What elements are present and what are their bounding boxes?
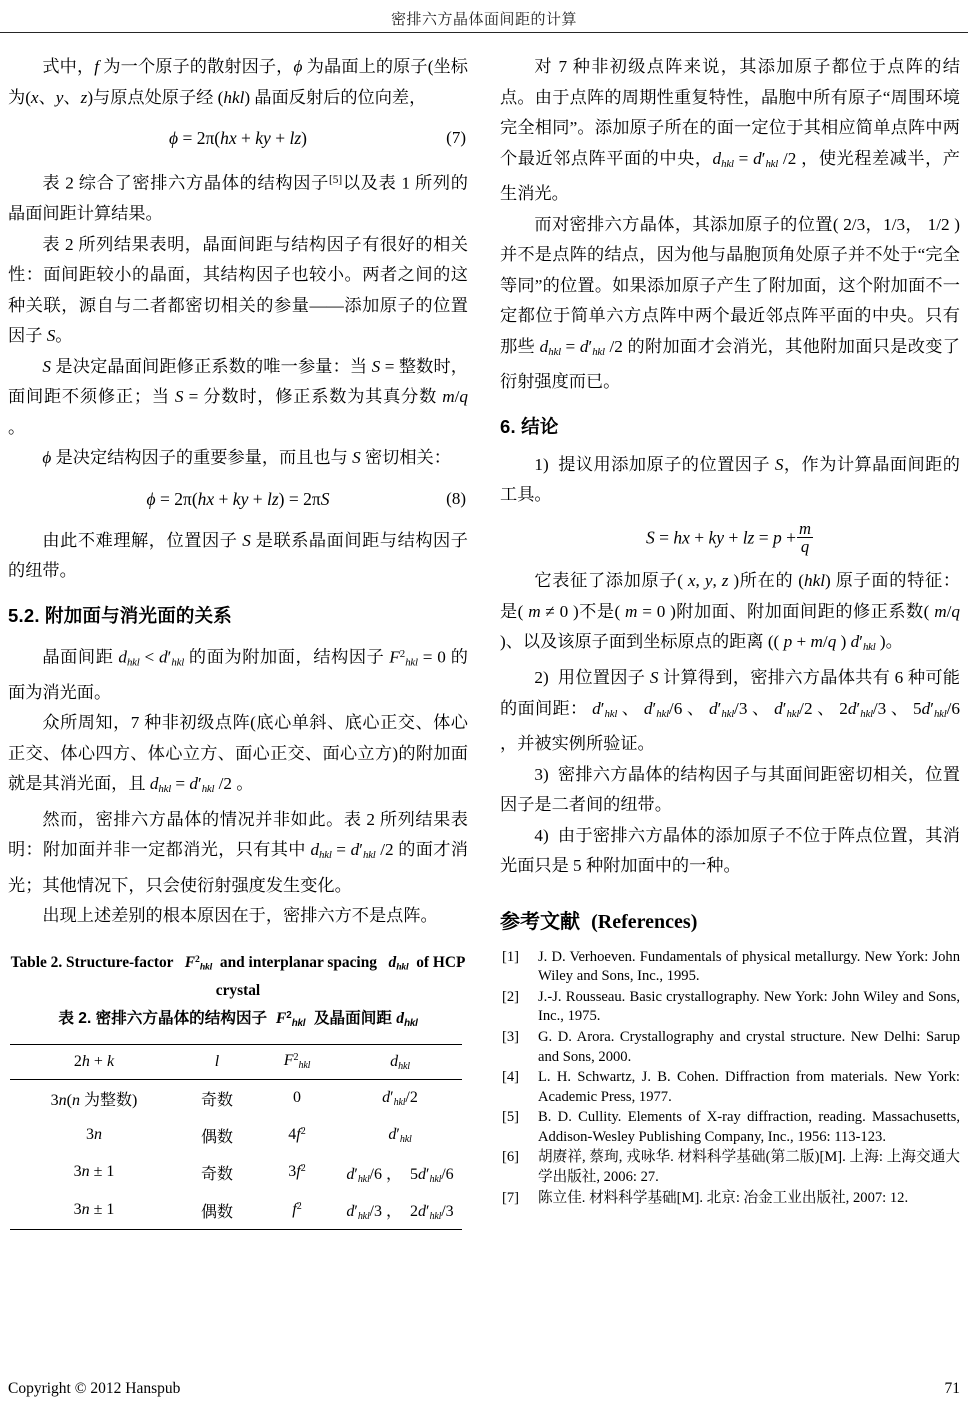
reference-text: 胡赓祥, 蔡珣, 戎咏华. 材料科学基础(第二版)[M]. 上海: 上海交通大学出版社, 2006: 27.: [538, 1149, 960, 1186]
table-row: [10, 1191, 462, 1229]
table-caption-en-mid: and interplanar spacing: [219, 953, 377, 971]
page-number: 71: [944, 1380, 960, 1397]
paragraph-hcp-difference: 然而，密排六方晶体的情况并非如此。表 2 所列结果表明：附加面并非一定都消光，只有其中 $d_{hkl} = d'_{hkl}$ /2 的面才消光；其他情况下，只会使衍射强度发生变化。: [8, 809, 468, 895]
table-cell-2h-k: 3n(n 为整数): [50, 1091, 138, 1109]
reference-text: J. D. Verhoeven. Fundamentals of physical metallurgy. New York: John Wiley and Sons, Inc., 1995.: [538, 948, 960, 985]
section-heading-6: 6. 结论: [500, 415, 559, 437]
table-cell-d: $d'_{hkl}/2$: [382, 1088, 418, 1108]
reference-number: [1]: [502, 948, 520, 965]
conclusion-item-4: 4) 由于密排六方晶体的添加原子不位于阵点位置，其消光面只是 5 种附加面中的一种。: [500, 825, 960, 876]
reference-text: 陈立佳. 材料科学基础[M]. 北京: 冶金工业出版社, 2007: 12.: [538, 1189, 909, 1206]
table-caption-en-suffix: of HCP: [416, 953, 466, 971]
page-footer: [8, 1380, 960, 1398]
table-cell-2h-k: 3n ± 1: [73, 1163, 115, 1181]
equation-position-factor: S = hx + ky + lz = p + $\frac{m}{q}$: [645, 518, 811, 557]
reference-number: [5]: [502, 1109, 520, 1126]
paragraph-nonprimitive-lattices: 对 7 种非初级点阵来说，其添加原子都位于点阵的结点。由于点阵的周期性重复特性，晶胞中所有原子“周围环境完全相同”。添加原子所在的面一定位于其相应简单点阵中两个最近邻点阵平面的中央，$d_{hkl} = d'_{hkl}$ /2 ，使光程差减半，产生消光。: [500, 57, 960, 204]
paragraph-hcp-position: 而对密排六方晶体，其添加原子的位置( 2/3，1/3， 1/2 )并不是点阵的结点，因为他与晶胞顶角处原子并不处于“完全等同”的位置。如果添加原子产生了附加面，这个附加面不一定都位于简单六方点阵中两个最近邻点阵平面的中央。只有那些 $d_{hkl} = d'_{hkl}$ /2 的附加面才会消光，其他附加面只是改变了衍射强度而已。: [500, 214, 960, 392]
table-cell-2h-k: 3n: [86, 1126, 102, 1144]
conclusion-item-3: 3) 密排六方晶体的结构因子与其面间距密切相关，位置因子是二者间的纽带。: [500, 764, 960, 815]
table-caption-cn-mid: 及晶面间距: [313, 1009, 392, 1027]
reference-text: L. H. Schwartz, J. B. Cohen. Diffraction from materials. New York: Academic Press, 1977.: [538, 1069, 960, 1105]
reference-item: [500, 1068, 960, 1107]
conclusion-item-2: 2) 用位置因子 S 计算得到，密排六方晶体共有 6 种可能的面间距： $d'_{hkl}$ 、 $d'_{hkl}/6$ 、 $d'_{hkl}/3$ 、 $d'_{hkl}/2$ 、 $2d'_{hkl}/3$ 、 $5d'_{hkl}/6$ ，并被实例所验证。: [500, 668, 960, 754]
table-header-row: [10, 1045, 462, 1079]
table-row: [10, 1117, 462, 1154]
table-cell-f2: 0: [293, 1089, 301, 1107]
table-cell-f2: $3f^2$: [288, 1163, 306, 1181]
reference-text: G. D. Arora. Crystallography and crystal structure. New Delhi: Sarup and Sons, 2000.: [538, 1028, 960, 1065]
references-list: [500, 948, 960, 1209]
table-caption-cn: 表 2. 密排六方晶体的结构因子 $F^2_{hkl}$ 及晶面间距 $d_{hkl}$: [58, 1009, 418, 1029]
reference-number: [4]: [502, 1069, 520, 1086]
table-cell-d: $d'_{hkl}/3$ ， $2d'_{hkl}/3$: [338, 1191, 462, 1229]
body-columns: [8, 52, 960, 1352]
equation-7: ϕ = 2π(hx + ky + lz) (7): [8, 122, 468, 154]
table-cell-l: 奇数: [200, 1165, 233, 1183]
reference-item: [500, 988, 960, 1027]
paragraph-correlation: 表 2 所列结果表明，晶面间距与结构因子有很好的相关性：面间距较小的晶面，其结构因子也较小。两者之间的这种关联，源自与二者都密切相关的参量——添加原子的位置因子 S。: [8, 234, 468, 346]
reference-item: [500, 1189, 960, 1209]
table-cell-f2: $4f^2$: [288, 1125, 306, 1144]
running-head-rule: [0, 32, 968, 33]
running-head: 密排六方晶体面间距的计算: [390, 12, 577, 28]
references-heading: [500, 908, 960, 936]
conclusion-item-1-explain: 它表征了添加原子( x, y, z )所在的 (hkl) 原子面的特征：是( m ≠ 0 )不是( m = 0 )附加面、附加面间距的修正系数( m/q )、以及该原子面到坐标原点的距离 (( p + m/q ) $d'_{hkl}$ )。: [500, 571, 961, 654]
reference-text: B. D. Cullity. Elements of X-ray diffraction, reading. Massachusetts, Addison-Wesley Publishing Company, Inc., 1956: 113-123.: [538, 1109, 960, 1145]
paragraph-table2-intro: 表 2 综合了密排六方晶体的结构因子[5]以及表 1 所列的晶面间距计算结果。: [8, 173, 468, 224]
paragraph-root-cause: 出现上述差别的根本原因在于，密排六方不是点阵。: [42, 906, 438, 926]
reference-number: [6]: [502, 1149, 520, 1166]
table-caption-en-line2: crystal: [215, 981, 261, 999]
references-heading-en: (References): [591, 910, 698, 933]
table-row: [10, 1079, 462, 1117]
reference-item: [500, 1148, 960, 1187]
reference-item: [500, 948, 960, 987]
paragraph-seven-lattices: 众所周知，7 种非初级点阵(底心单斜、底心正交、体心正交、体心四方、体心立方、面心正交、面心立方)的附加面就是其消光面，且 $d_{hkl} = d'_{hkl}$ /2 。: [8, 713, 468, 796]
table-caption-en-prefix: Table 2. Structure-factor: [10, 953, 174, 971]
table-cell-l: 偶数: [178, 1191, 256, 1229]
structure-factor-table: [10, 1044, 462, 1230]
right-column: [500, 52, 960, 1209]
copyright-notice: Copyright © 2012 Hanspub: [8, 1380, 181, 1397]
table-header-d: $d_{hkl}$: [338, 1045, 462, 1079]
reference-number: [3]: [502, 1028, 520, 1045]
paragraph-extra-plane-def: 晶面间距 $d_{hkl} < d'_{hkl}$ 的面为附加面，结构因子 $F^2_{hkl} = 0$ 的面为消光面。: [8, 647, 468, 702]
paragraph-definitions: 式中，f 为一个原子的散射因子，ϕ 为晶面上的原子(坐标为(x、y、z)与原点处原子经 (hkl) 晶面反射后的位向差，: [8, 57, 468, 107]
conclusion-item-1: 1) 提议用添加原子的位置因子 S，作为计算晶面间距的工具。: [500, 454, 960, 505]
equation-8-number: (8): [446, 488, 466, 508]
paragraph-link: 由此不难理解，位置因子 S 是联系晶面间距与结构因子的纽带。: [8, 530, 468, 581]
reference-item: [500, 1108, 960, 1147]
section-heading-5-2: 5.2. 附加面与消光面的关系: [8, 604, 232, 626]
paragraph-s-factor: S 是决定晶面间距修正系数的唯一参量：当 S = 整数时，面间距不须修正；当 S = 分数时，修正系数为其真分数 m/q 。: [8, 356, 468, 437]
table-header-2h-k: 2h + k: [10, 1045, 178, 1079]
table-header-f2: $F^2_{hkl}$: [256, 1045, 338, 1079]
table-caption-cn-prefix: 表 2. 密排六方晶体的结构因子: [58, 1009, 268, 1027]
equation-8: ϕ = 2π(hx + ky + lz) = 2πS (8): [8, 483, 468, 515]
paragraph-phi-factor: ϕ 是决定结构因子的重要参量，而且也与 S 密切相关：: [42, 448, 451, 468]
references-heading-cn: 参考文献: [500, 910, 580, 933]
table-cell-l: 偶数: [200, 1128, 233, 1146]
table-cell-2h-k: 3n ± 1: [10, 1191, 178, 1229]
table-cell-l: 奇数: [200, 1091, 233, 1109]
reference-text: J.-J. Rousseau. Basic crystallography. New York: John Wiley and Sons, Inc., 1975.: [538, 988, 960, 1025]
table-cell-d: $d'_{hkl}$: [388, 1125, 412, 1145]
reference-item: [500, 1028, 960, 1067]
table-cell-f2: $f^2$: [256, 1191, 338, 1229]
table-caption-en: Table 2. Structure-factor $F^2_{hkl}$ and interplanar spacing $d_{hkl}$ of HCP crystal: [10, 953, 466, 999]
equation-7-number: (7): [446, 128, 466, 147]
reference-number: [2]: [502, 988, 520, 1005]
reference-number: [7]: [502, 1189, 520, 1206]
table-row: [10, 1154, 462, 1192]
table-header-l: l: [178, 1045, 256, 1079]
table-cell-d: $d'_{hkl}/6$ ， $5d'_{hkl}/6$: [346, 1165, 454, 1185]
left-column: [8, 52, 468, 1230]
